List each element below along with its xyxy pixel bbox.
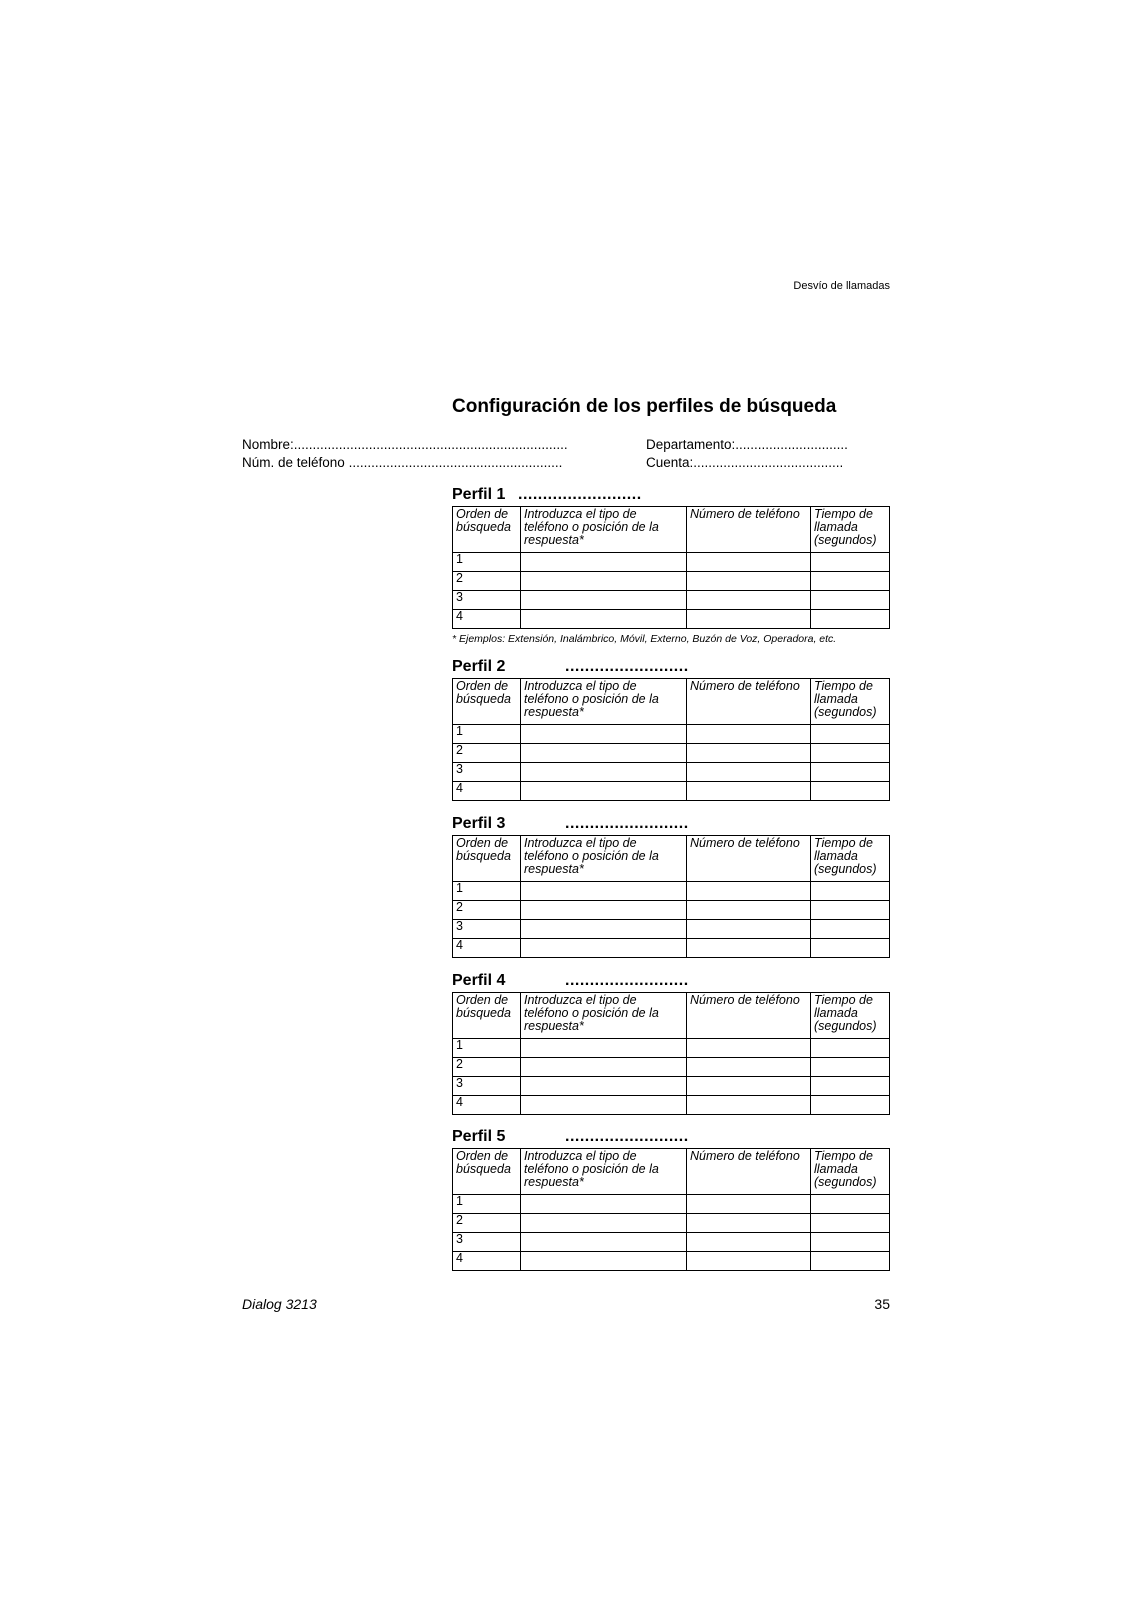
type-cell[interactable] [521, 1077, 687, 1096]
type-cell[interactable] [521, 1214, 687, 1233]
row-order-number: 4 [453, 1252, 521, 1271]
type-cell[interactable] [521, 572, 687, 591]
ring-time-cell[interactable] [811, 782, 890, 801]
column-header-line: búsqueda [456, 1162, 511, 1176]
search-profile-table [452, 1148, 890, 1271]
column-header-line: Orden de [456, 993, 509, 1007]
phone-number-cell[interactable] [687, 782, 811, 801]
profile-block-3 [452, 815, 889, 958]
row-order-number: 1 [453, 1039, 521, 1058]
profile-name-blank[interactable]: ......................... [565, 815, 689, 832]
table-row [453, 1096, 890, 1115]
type-cell[interactable] [521, 901, 687, 920]
row-order-number: 1 [453, 882, 521, 901]
phone-number-cell[interactable] [687, 725, 811, 744]
row-order-number: 4 [453, 939, 521, 958]
row-order-number: 1 [453, 553, 521, 572]
profile-name: Perfil 4 [452, 972, 506, 989]
ring-time-cell[interactable] [811, 1214, 890, 1233]
column-header-line: (segundos) [814, 862, 877, 876]
column-header-time [811, 679, 890, 725]
phone-number-cell[interactable] [687, 939, 811, 958]
column-header-line: Orden de [456, 836, 509, 850]
type-cell[interactable] [521, 725, 687, 744]
ring-time-cell[interactable] [811, 725, 890, 744]
column-header-time [811, 507, 890, 553]
type-cell[interactable] [521, 1096, 687, 1115]
column-header-order [453, 836, 521, 882]
row-order-number: 2 [453, 744, 521, 763]
row-order-number: 3 [453, 920, 521, 939]
column-header-line: llamada [814, 520, 858, 534]
table-row [453, 1058, 890, 1077]
phone-number-cell[interactable] [687, 1077, 811, 1096]
ring-time-cell[interactable] [811, 610, 890, 629]
row-order-number: 3 [453, 1233, 521, 1252]
column-header-line: teléfono o posición de la [524, 1162, 659, 1176]
profile-name: Perfil 2 [452, 658, 506, 675]
table-row [453, 1077, 890, 1096]
table-row [453, 725, 890, 744]
table-row [453, 744, 890, 763]
telefono-field: Núm. de teléfono ......................................................... [242, 455, 563, 470]
profile-name-blank[interactable]: ......................... [518, 486, 642, 503]
column-header-order [453, 1149, 521, 1195]
ring-time-cell[interactable] [811, 591, 890, 610]
column-header-line: Introduzca el tipo de [524, 993, 637, 1007]
type-cell[interactable] [521, 553, 687, 572]
column-header-line: (segundos) [814, 533, 877, 547]
type-cell[interactable] [521, 939, 687, 958]
row-order-number: 2 [453, 1214, 521, 1233]
type-cell[interactable] [521, 1233, 687, 1252]
column-header-line: respuesta* [524, 862, 584, 876]
table-row [453, 763, 890, 782]
phone-number-cell[interactable] [687, 1233, 811, 1252]
footnote: * Ejemplos: Extensión, Inalámbrico, Móvil, Externo, Buzón de Voz, Operadora, etc. [452, 633, 837, 645]
column-header-line: Introduzca el tipo de [524, 836, 637, 850]
section-header: Desvío de llamadas [793, 280, 890, 292]
row-order-number: 1 [453, 725, 521, 744]
column-header-number [687, 507, 811, 553]
column-header-line: respuesta* [524, 533, 584, 547]
profile-heading [452, 815, 889, 835]
profile-heading [452, 658, 889, 678]
phone-number-cell[interactable] [687, 920, 811, 939]
ring-time-cell[interactable] [811, 1058, 890, 1077]
column-header-line: Orden de [456, 507, 509, 521]
profile-block-5 [452, 1128, 889, 1271]
column-header-order [453, 679, 521, 725]
ring-time-cell[interactable] [811, 1195, 890, 1214]
table-row [453, 920, 890, 939]
column-header-type [521, 507, 687, 553]
phone-number-cell[interactable] [687, 591, 811, 610]
column-header-line: teléfono o posición de la [524, 1006, 659, 1020]
ring-time-cell[interactable] [811, 901, 890, 920]
column-header-line: búsqueda [456, 692, 511, 706]
ring-time-cell[interactable] [811, 572, 890, 591]
column-header-line: Introduzca el tipo de [524, 679, 637, 693]
profile-name: Perfil 3 [452, 815, 506, 832]
phone-number-cell[interactable] [687, 553, 811, 572]
table-row [453, 572, 890, 591]
page-number: 35 [874, 1296, 890, 1312]
column-header-line: Orden de [456, 1149, 509, 1163]
table-row [453, 1233, 890, 1252]
type-cell[interactable] [521, 782, 687, 801]
column-header-number [687, 679, 811, 725]
table-row [453, 882, 890, 901]
table-row [453, 610, 890, 629]
ring-time-cell[interactable] [811, 920, 890, 939]
column-header-line: Número de teléfono [690, 1149, 800, 1163]
row-order-number: 3 [453, 591, 521, 610]
column-header-line: Número de teléfono [690, 507, 800, 521]
column-header-line: Número de teléfono [690, 679, 800, 693]
phone-number-cell[interactable] [687, 1058, 811, 1077]
row-order-number: 2 [453, 901, 521, 920]
profile-name-blank[interactable]: ......................... [565, 658, 689, 675]
column-header-number [687, 993, 811, 1039]
column-header-line: respuesta* [524, 1175, 584, 1189]
type-cell[interactable] [521, 763, 687, 782]
profile-heading [452, 972, 889, 992]
profile-name: Perfil 1 [452, 486, 506, 503]
type-cell[interactable] [521, 1195, 687, 1214]
ring-time-cell[interactable] [811, 882, 890, 901]
table-header-row [453, 679, 890, 725]
profile-name-blank[interactable]: ......................... [565, 972, 689, 989]
type-cell[interactable] [521, 1039, 687, 1058]
phone-number-cell[interactable] [687, 763, 811, 782]
ring-time-cell[interactable] [811, 1039, 890, 1058]
column-header-line: Tiempo de [814, 836, 873, 850]
table-row [453, 1195, 890, 1214]
search-profile-table [452, 506, 890, 629]
column-header-line: respuesta* [524, 1019, 584, 1033]
column-header-time [811, 836, 890, 882]
row-order-number: 2 [453, 572, 521, 591]
ring-time-cell[interactable] [811, 1077, 890, 1096]
ring-time-cell[interactable] [811, 1096, 890, 1115]
type-cell[interactable] [521, 591, 687, 610]
table-row [453, 901, 890, 920]
phone-number-cell[interactable] [687, 1214, 811, 1233]
row-order-number: 4 [453, 1096, 521, 1115]
row-order-number: 4 [453, 782, 521, 801]
phone-number-cell[interactable] [687, 1096, 811, 1115]
search-profile-table [452, 678, 890, 801]
table-row [453, 1252, 890, 1271]
column-header-type [521, 836, 687, 882]
search-profile-table [452, 835, 890, 958]
column-header-line: teléfono o posición de la [524, 692, 659, 706]
phone-number-cell[interactable] [687, 1039, 811, 1058]
column-header-line: llamada [814, 849, 858, 863]
column-header-line: llamada [814, 692, 858, 706]
type-cell[interactable] [521, 1252, 687, 1271]
type-cell[interactable] [521, 920, 687, 939]
column-header-line: Introduzca el tipo de [524, 507, 637, 521]
column-header-line: llamada [814, 1006, 858, 1020]
column-header-time [811, 993, 890, 1039]
phone-number-cell[interactable] [687, 572, 811, 591]
column-header-line: Número de teléfono [690, 836, 800, 850]
ring-time-cell[interactable] [811, 744, 890, 763]
table-header-row [453, 993, 890, 1039]
column-header-order [453, 993, 521, 1039]
column-header-number [687, 1149, 811, 1195]
phone-number-cell[interactable] [687, 882, 811, 901]
profile-block-2 [452, 658, 889, 801]
column-header-time [811, 1149, 890, 1195]
table-row [453, 1039, 890, 1058]
type-cell[interactable] [521, 1058, 687, 1077]
column-header-line: búsqueda [456, 849, 511, 863]
column-header-line: Orden de [456, 679, 509, 693]
row-order-number: 4 [453, 610, 521, 629]
cuenta-field: Cuenta:........................................ [646, 455, 844, 470]
row-order-number: 2 [453, 1058, 521, 1077]
table-row [453, 782, 890, 801]
type-cell[interactable] [521, 882, 687, 901]
column-header-line: (segundos) [814, 705, 877, 719]
column-header-line: Tiempo de [814, 993, 873, 1007]
phone-number-cell[interactable] [687, 744, 811, 763]
profile-heading [452, 486, 889, 506]
page-title: Configuración de los perfiles de búsqueda [452, 396, 837, 417]
type-cell[interactable] [521, 610, 687, 629]
column-header-line: teléfono o posición de la [524, 520, 659, 534]
column-header-line: respuesta* [524, 705, 584, 719]
table-row [453, 939, 890, 958]
column-header-line: Tiempo de [814, 1149, 873, 1163]
profile-name-blank[interactable]: ......................... [565, 1128, 689, 1145]
phone-number-cell[interactable] [687, 610, 811, 629]
footer-product: Dialog 3213 [242, 1296, 317, 1312]
column-header-line: (segundos) [814, 1175, 877, 1189]
profile-heading [452, 1128, 889, 1148]
column-header-line: teléfono o posición de la [524, 849, 659, 863]
phone-number-cell[interactable] [687, 1252, 811, 1271]
ring-time-cell[interactable] [811, 939, 890, 958]
column-header-line: Número de teléfono [690, 993, 800, 1007]
column-header-line: llamada [814, 1162, 858, 1176]
column-header-order [453, 507, 521, 553]
column-header-line: Tiempo de [814, 507, 873, 521]
row-order-number: 1 [453, 1195, 521, 1214]
ring-time-cell[interactable] [811, 1233, 890, 1252]
column-header-line: búsqueda [456, 520, 511, 534]
table-row [453, 553, 890, 572]
column-header-number [687, 836, 811, 882]
search-profile-table [452, 992, 890, 1115]
row-order-number: 3 [453, 1077, 521, 1096]
row-order-number: 3 [453, 763, 521, 782]
table-row [453, 591, 890, 610]
column-header-type [521, 993, 687, 1039]
phone-number-cell[interactable] [687, 901, 811, 920]
type-cell[interactable] [521, 744, 687, 763]
column-header-line: Tiempo de [814, 679, 873, 693]
column-header-line: búsqueda [456, 1006, 511, 1020]
nombre-field: Nombre:......................................................................... [242, 437, 568, 452]
profile-block-1 [452, 486, 889, 645]
departamento-field: Departamento:.............................. [646, 437, 848, 452]
profile-name: Perfil 5 [452, 1128, 506, 1145]
table-header-row [453, 507, 890, 553]
table-header-row [453, 1149, 890, 1195]
table-row [453, 1214, 890, 1233]
ring-time-cell[interactable] [811, 763, 890, 782]
column-header-line: (segundos) [814, 1019, 877, 1033]
column-header-type [521, 1149, 687, 1195]
phone-number-cell[interactable] [687, 1195, 811, 1214]
ring-time-cell[interactable] [811, 1252, 890, 1271]
column-header-line: Introduzca el tipo de [524, 1149, 637, 1163]
column-header-type [521, 679, 687, 725]
ring-time-cell[interactable] [811, 553, 890, 572]
profile-block-4 [452, 972, 889, 1115]
table-header-row [453, 836, 890, 882]
